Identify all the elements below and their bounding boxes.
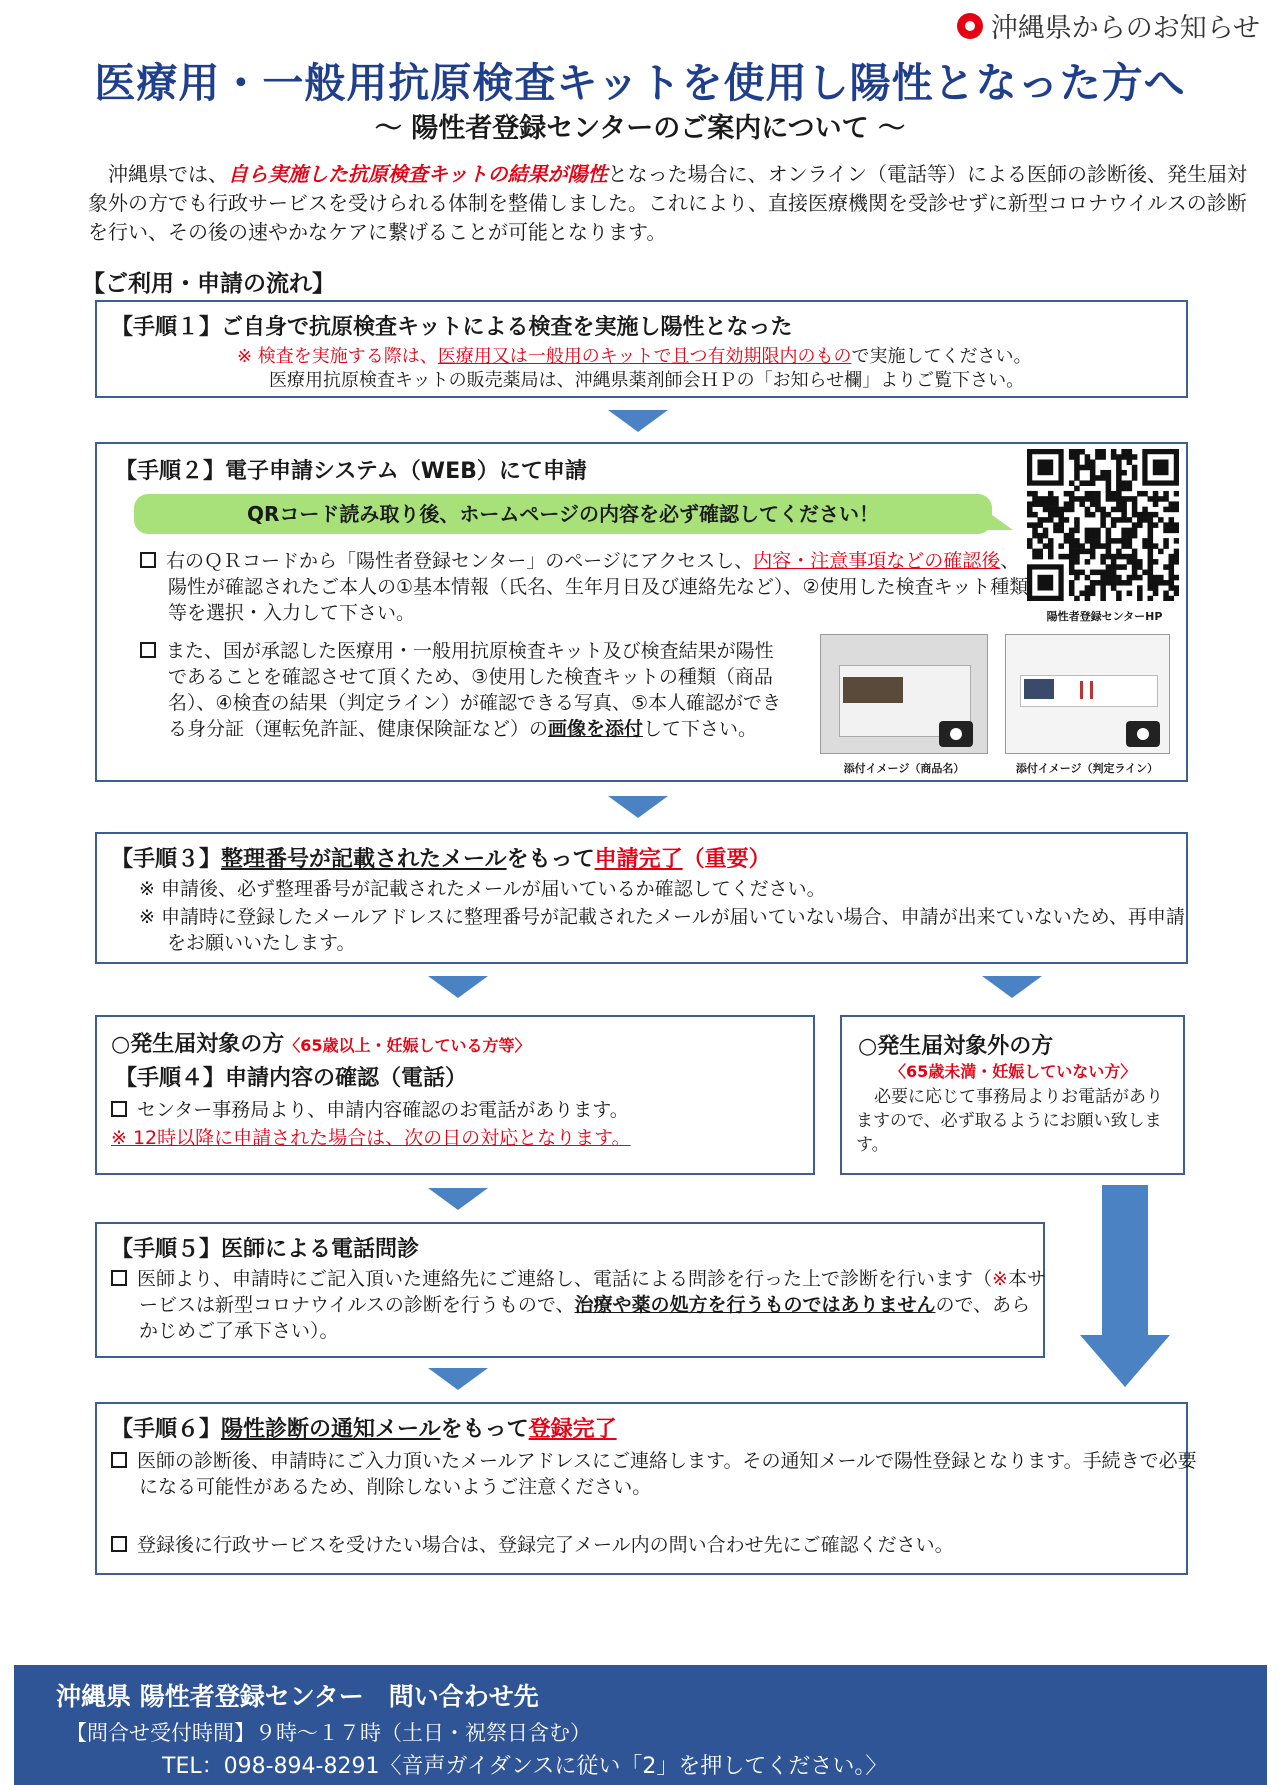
step6-item2: 登録後に行政サービスを受けたい場合は、登録完了メール内の問い合わせ先にご確認ください。	[111, 1532, 1199, 1558]
step5-body: 医師より、申請時にご記入頂いた連絡先にご連絡し、電話による問診を行った上で診断を行います（※本サービスは新型コロナウイルスの診断を行うもので、治療や薬の処方を行うものではありませんので、あらかじめご了承下さい）。	[111, 1266, 1049, 1344]
qr-code-image	[1027, 449, 1179, 601]
flow-arrow-1	[608, 410, 668, 432]
intro-text-1: 沖縄県では、	[108, 162, 228, 186]
checkbox-bullet-icon	[111, 1536, 127, 1552]
intro-text-2: となった場合に、オンライン（電話等）による医師の診断後、発生届対象外の方でも行政サービスを受けられる体制を整備しました。これにより、直接医療機関を受診せずに新型コロナウイルスの診断を行い、その後の速やかなケアに繋げることが可能となります。	[88, 162, 1248, 244]
non-target-heading: ○発生届対象外の方	[858, 1034, 1054, 1059]
step1-note2: 医療用抗原検査キットの販売薬局は、沖縄県薬剤師会ＨＰの「お知らせ欄」よりご覧下さい。	[269, 370, 1025, 391]
flow-heading: 【ご利用・申請の流れ】	[82, 271, 335, 297]
camera-icon	[1126, 721, 1160, 747]
contact-footer	[14, 1665, 1267, 1785]
step2-title: 【手順２】電子申請システム（WEB）にて申請	[115, 459, 587, 484]
checkbox-bullet-icon	[111, 1452, 127, 1468]
step6-title: 【手順６】陽性診断の通知メールをもって登録完了	[111, 1417, 617, 1442]
kit-product-photo	[820, 634, 988, 754]
step3-title: 【手順３】整理番号が記載されたメールをもって申請完了（重要）	[111, 847, 771, 872]
checkbox-bullet-icon	[140, 552, 156, 568]
non-target-box	[840, 1015, 1185, 1175]
side-flow-arrow	[1075, 1185, 1175, 1390]
step4-title: 【手順４】申請内容の確認（電話）	[115, 1066, 468, 1091]
footer-title: 沖縄県 陽性者登録センター 問い合わせ先	[56, 1682, 539, 1711]
intro-paragraph	[88, 160, 1248, 247]
footer-hours: 【問合せ受付時間】９時～１７時（土日・祝祭日含む）	[66, 1721, 591, 1745]
intro-emphasis: 自ら実施した抗原検査キットの結果が陽性	[228, 162, 608, 186]
flow-arrow-4	[428, 1188, 488, 1210]
checkbox-bullet-icon	[111, 1270, 127, 1286]
step6-item1: 医師の診断後、申請時にご入力頂いたメールアドレスにご連絡します。その通知メールで陽性登録となります。手続きで必要になる可能性があるため、削除しないようご注意ください。	[111, 1448, 1199, 1500]
step6-box	[95, 1402, 1197, 1575]
qr-notice-banner: QRコード読み取り後、ホームページの内容を必ず確認してください！	[134, 494, 992, 534]
step3-box	[95, 832, 1188, 964]
checkbox-bullet-icon	[140, 642, 156, 658]
notice-text: 沖縄県からのお知らせ	[990, 13, 1260, 44]
step1-box	[95, 300, 1188, 398]
qr-code[interactable]	[1027, 449, 1179, 601]
non-target-note: 〈65歳未満・妊娠していない方〉	[890, 1062, 1137, 1081]
flow-arrow-5	[428, 1368, 488, 1390]
target-heading: ○発生届対象の方〈65歳以上・妊娠している方等〉	[111, 1032, 531, 1057]
step5-title: 【手順５】医師による電話問診	[111, 1237, 420, 1262]
photo1-caption: 添付イメージ（商品名）	[843, 762, 965, 775]
qr-caption: 陽性者登録センターHP	[1046, 610, 1163, 623]
step4-item2: ※ 12時以降に申請された場合は、次の日の対応となります。	[111, 1127, 631, 1149]
flow-arrow-3b	[982, 976, 1042, 998]
flow-arrow-3a	[428, 976, 488, 998]
footer-tel[interactable]: TEL：098-894-8291〈音声ガイダンスに従い「2」を押してください。〉	[162, 1754, 888, 1779]
step2-item2: また、国が承認した医療用・一般用抗原検査キット及び検査結果が陽性であることを確認させて頂くため、③使用した検査キットの種類（商品名）、④検査の結果（判定ライン）が確認できる写真、⑤本人確認ができる身分証（運転免許証、健康保険証など）の画像を添付して下さい。	[140, 638, 790, 742]
step3-note2: ※ 申請時に登録したメールアドレスに整理番号が記載されたメールが届いていない場合、申請が出来ていないため、再申請をお願いいたします。	[139, 906, 1185, 954]
flow-arrow-2	[608, 796, 668, 818]
step2-item1: 右のＱＲコードから「陽性者登録センター」のページにアクセスし、内容・注意事項などの確認後、陽性が確認されたご本人の①基本情報（氏名、生年月日及び連絡先など）、②使用した検査キット種類等を選択・入力して下さい。	[140, 548, 1038, 626]
checkbox-bullet-icon	[111, 1101, 127, 1117]
notice-icon	[957, 13, 983, 39]
kit-result-photo	[1005, 634, 1170, 754]
step1-note1: ※ 検査を実施する際は、医療用又は一般用のキットで且つ有効期限内のもので実施してください。	[237, 346, 1032, 367]
non-target-body: 必要に応じて事務局よりお電話がありますので、必ず取るようにお願い致します。	[856, 1087, 1163, 1155]
step4-item1: センター事務局より、申請内容確認のお電話があります。	[111, 1097, 629, 1123]
photo2-caption: 添付イメージ（判定ライン）	[1015, 762, 1159, 775]
step3-note1: ※ 申請後、必ず整理番号が記載されたメールが届いているか確認してください。	[139, 878, 826, 900]
target-box	[95, 1015, 815, 1175]
page-title: 医療用・一般用抗原検査キットを使用し陽性となった方へ	[94, 59, 1186, 107]
camera-icon	[939, 721, 973, 747]
notice-label	[957, 6, 1260, 45]
step1-title: 【手順１】ご自身で抗原検査キットによる検査を実施し陽性となった	[111, 315, 793, 340]
page-subtitle: ～ 陽性者登録センターのご案内について ～	[374, 113, 906, 144]
banner-tail	[985, 510, 1015, 532]
step5-box	[95, 1222, 1045, 1358]
